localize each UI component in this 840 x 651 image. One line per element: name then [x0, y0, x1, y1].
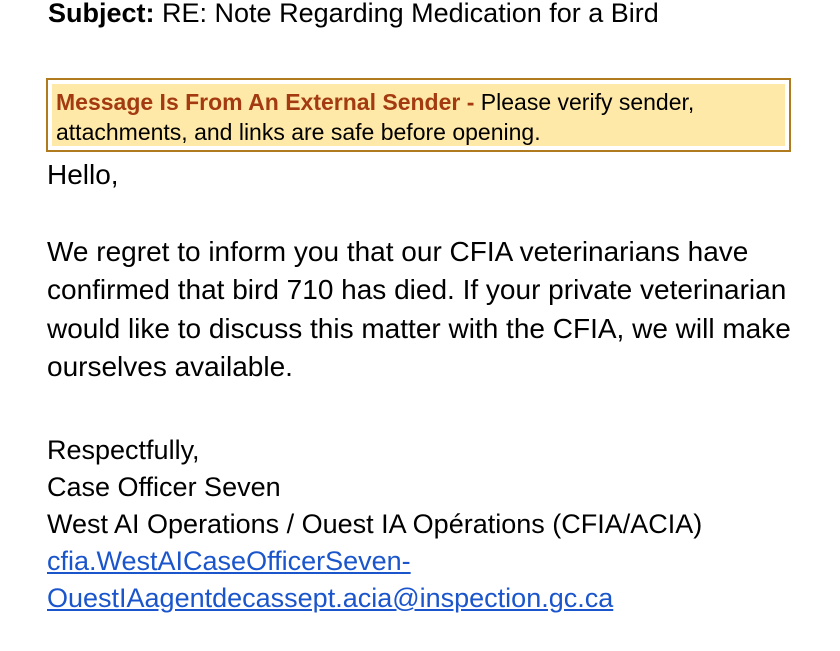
external-sender-warning: Message Is From An External Sender -	[56, 89, 475, 115]
email-subject	[48, 0, 659, 30]
signature-email-line2[interactable]: OuestIAagentdecassept.acia@inspection.gc.ca	[47, 583, 614, 613]
body-paragraph: We regret to inform you that our CFIA veterinarians have confirmed that bird 710 has died. If your private veterinarian would like to discuss this matter with the CFIA, we will make ourselves available.	[47, 235, 791, 382]
signature-name: Case Officer Seven	[47, 472, 281, 502]
signature-email-line1[interactable]: cfia.WestAICaseOfficerSeven-	[47, 546, 411, 576]
subject-label: Subject:	[48, 0, 155, 28]
greeting: Hello,	[47, 159, 119, 190]
subject-text: RE: Note Regarding Medication for a Bird	[162, 0, 659, 28]
signature-closing: Respectfully,	[47, 435, 200, 465]
email-body	[47, 156, 807, 387]
external-sender-text: Please verify sender, attachments, and links are safe before opening.	[56, 89, 695, 145]
external-sender-banner	[46, 78, 791, 152]
signature-email-link[interactable]	[47, 543, 827, 617]
email-signature	[47, 432, 827, 617]
paragraph-gap	[47, 195, 807, 233]
signature-department: West AI Operations / Ouest IA Opérations (CFIA/ACIA)	[47, 509, 703, 539]
external-sender-banner-inner	[52, 84, 785, 146]
